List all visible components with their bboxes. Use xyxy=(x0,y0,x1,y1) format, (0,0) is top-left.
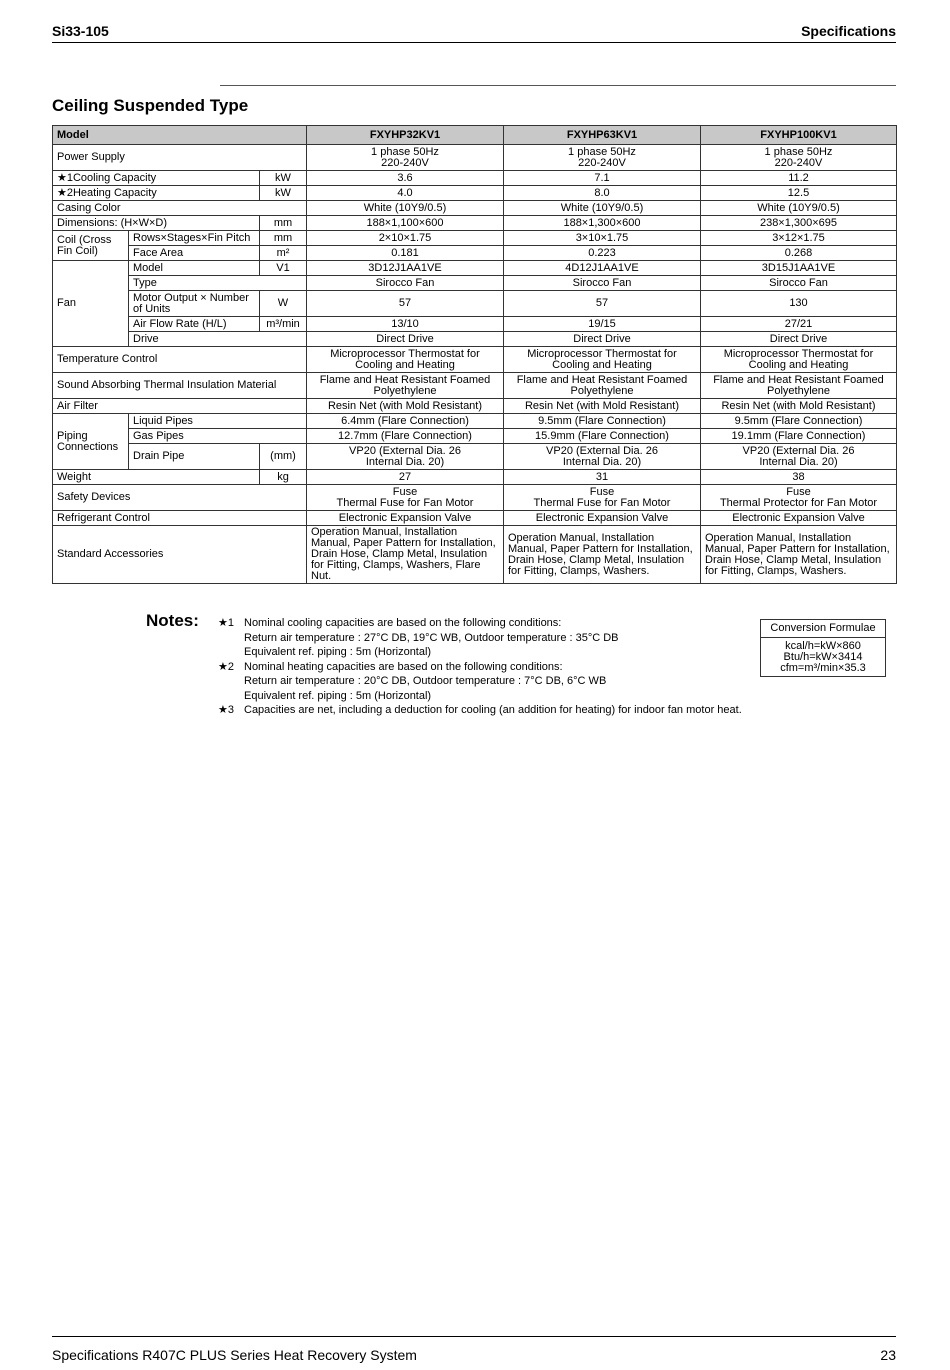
header-row xyxy=(53,126,897,145)
value-cell: VP20 (External Dia. 26 Internal Dia. 20) xyxy=(701,444,897,470)
value-cell: Microprocessor Thermostat for Cooling and Heating xyxy=(701,347,897,373)
conversion-line: kcal/h=kW×860 xyxy=(785,640,861,652)
page-number: 23 xyxy=(880,1347,896,1363)
star-mark: ★1 xyxy=(57,171,73,184)
note-mark xyxy=(218,689,244,704)
value-cell: 19.1mm (Flare Connection) xyxy=(701,429,897,444)
conversion-title: Conversion Formulae xyxy=(761,620,885,638)
note-line xyxy=(218,674,758,689)
page-header xyxy=(52,22,896,43)
value-cell: Resin Net (with Mold Resistant) xyxy=(701,399,897,414)
value-cell: Fuse Thermal Fuse for Fan Motor xyxy=(307,485,504,511)
value-cell: 130 xyxy=(701,291,897,317)
value-cell: Direct Drive xyxy=(701,332,897,347)
table-row xyxy=(53,373,897,399)
row-label: Model xyxy=(129,261,260,276)
table-row xyxy=(53,317,897,332)
row-label xyxy=(53,186,260,201)
value-cell: 31 xyxy=(504,470,701,485)
value-cell: Operation Manual, Installation Manual, Paper Pattern for Installation, Drain Hose, Clamp Metal, Insulation for Fitting, Clamps, Washers. xyxy=(701,526,897,584)
value-cell: 188×1,300×600 xyxy=(504,216,701,231)
note-line xyxy=(218,703,758,718)
value-cell: 1 phase 50Hz 220-240V xyxy=(307,145,504,171)
unit-cell: mm xyxy=(260,216,307,231)
value-cell: 3D15J1AA1VE xyxy=(701,261,897,276)
value-cell: Resin Net (with Mold Resistant) xyxy=(307,399,504,414)
row-label: Motor Output × Number of Units xyxy=(129,291,260,317)
value-cell: Flame and Heat Resistant Foamed Polyethylene xyxy=(701,373,897,399)
value-cell: 7.1 xyxy=(504,171,701,186)
row-label: Air Filter xyxy=(53,399,307,414)
value-cell: 0.181 xyxy=(307,246,504,261)
value-cell: 0.268 xyxy=(701,246,897,261)
table-row xyxy=(53,511,897,526)
value-cell: 2×10×1.75 xyxy=(307,231,504,246)
row-label: Drain Pipe xyxy=(129,444,260,470)
unit-cell: W xyxy=(260,291,307,317)
note-mark xyxy=(218,631,244,646)
table-row xyxy=(53,276,897,291)
value-cell: 12.5 xyxy=(701,186,897,201)
value-cell: Electronic Expansion Valve xyxy=(504,511,701,526)
value-cell: Electronic Expansion Valve xyxy=(307,511,504,526)
note-mark xyxy=(218,674,244,689)
note-text: Equivalent ref. piping : 5m (Horizontal) xyxy=(244,689,432,702)
notes-list xyxy=(218,616,758,718)
group-label: Fan xyxy=(53,261,129,347)
conversion-line: Btu/h=kW×3414 xyxy=(783,651,863,663)
unit-cell: kW xyxy=(260,186,307,201)
note-mark: ★2 xyxy=(218,660,234,673)
value-cell: Microprocessor Thermostat for Cooling and Heating xyxy=(307,347,504,373)
row-label: Standard Accessories xyxy=(53,526,307,584)
value-cell: Operation Manual, Installation Manual, Paper Pattern for Installation, Drain Hose, Clamp Metal, Insulation for Fitting, Clamps, Washers, Flare Nut. xyxy=(307,526,504,584)
table-row xyxy=(53,261,897,276)
note-line xyxy=(218,689,758,704)
table-row xyxy=(53,201,897,216)
value-cell: Sirocco Fan xyxy=(307,276,504,291)
value-cell: 3×10×1.75 xyxy=(504,231,701,246)
note-line xyxy=(218,631,758,646)
value-cell: 1 phase 50Hz 220-240V xyxy=(504,145,701,171)
conversion-line: cfm=m³/min×35.3 xyxy=(780,662,866,674)
row-label: Liquid Pipes xyxy=(129,414,307,429)
value-cell: 238×1,300×695 xyxy=(701,216,897,231)
row-label: Power Supply xyxy=(53,145,307,171)
row-label: Rows×Stages×Fin Pitch xyxy=(129,231,260,246)
value-cell: Sirocco Fan xyxy=(504,276,701,291)
value-cell: 3.6 xyxy=(307,171,504,186)
value-cell: 6.4mm (Flare Connection) xyxy=(307,414,504,429)
row-label: Dimensions: (H×W×D) xyxy=(53,216,260,231)
value-cell: Sirocco Fan xyxy=(701,276,897,291)
table-row xyxy=(53,347,897,373)
value-cell: 3D12J1AA1VE xyxy=(307,261,504,276)
note-line xyxy=(218,645,758,660)
row-label: Safety Devices xyxy=(53,485,307,511)
row-label: Drive xyxy=(129,332,307,347)
value-cell: 27 xyxy=(307,470,504,485)
table-row xyxy=(53,470,897,485)
unit-cell: kW xyxy=(260,171,307,186)
unit-cell: (mm) xyxy=(260,444,307,470)
value-cell: White (10Y9/0.5) xyxy=(307,201,504,216)
model-name: FXYHP100KV1 xyxy=(701,126,897,145)
page-footer xyxy=(52,1336,896,1365)
table-row xyxy=(53,231,897,246)
value-cell: Operation Manual, Installation Manual, Paper Pattern for Installation, Drain Hose, Clamp Metal, Insulation for Fitting, Clamps, Washers. xyxy=(504,526,701,584)
table-row xyxy=(53,171,897,186)
doc-id: Si33-105 xyxy=(52,23,109,39)
value-cell: Fuse Thermal Fuse for Fan Motor xyxy=(504,485,701,511)
row-label: Gas Pipes xyxy=(129,429,307,444)
value-cell: 9.5mm (Flare Connection) xyxy=(504,414,701,429)
value-cell: 1 phase 50Hz 220-240V xyxy=(701,145,897,171)
note-line xyxy=(218,660,758,675)
table-row xyxy=(53,145,897,171)
value-cell: Direct Drive xyxy=(307,332,504,347)
model-label: Model xyxy=(53,126,307,145)
note-text: Return air temperature : 20°C DB, Outdoor temperature : 7°C DB, 6°C WB xyxy=(244,675,607,687)
unit-cell: V1 xyxy=(260,261,307,276)
table-row xyxy=(53,246,897,261)
value-cell: 9.5mm (Flare Connection) xyxy=(701,414,897,429)
table-row xyxy=(53,444,897,470)
value-cell: 4.0 xyxy=(307,186,504,201)
value-cell: 57 xyxy=(504,291,701,317)
note-text: Return air temperature : 27°C DB, 19°C WB, Outdoor temperature : 35°C DB xyxy=(244,631,619,644)
value-cell: Electronic Expansion Valve xyxy=(701,511,897,526)
row-label: Air Flow Rate (H/L) xyxy=(129,317,260,332)
table-row xyxy=(53,332,897,347)
table-row xyxy=(53,399,897,414)
value-cell: VP20 (External Dia. 26 Internal Dia. 20) xyxy=(307,444,504,470)
value-cell: Microprocessor Thermostat for Cooling and Heating xyxy=(504,347,701,373)
star-mark: ★2 xyxy=(57,186,73,199)
value-cell: Direct Drive xyxy=(504,332,701,347)
table-row xyxy=(53,429,897,444)
divider xyxy=(220,85,896,86)
page-title: Ceiling Suspended Type xyxy=(52,96,249,115)
value-cell: 4D12J1AA1VE xyxy=(504,261,701,276)
note-text: Nominal heating capacities are based on the following conditions: xyxy=(244,660,563,673)
row-label-text: Cooling Capacity xyxy=(72,171,157,184)
value-cell: 0.223 xyxy=(504,246,701,261)
table-row xyxy=(53,216,897,231)
value-cell: 19/15 xyxy=(504,317,701,332)
spec-table xyxy=(52,125,897,584)
note-text: Capacities are net, including a deduction for cooling (an addition for heating) for indoor fan motor heat. xyxy=(244,704,742,716)
row-label: Casing Color xyxy=(53,201,307,216)
row-label: Refrigerant Control xyxy=(53,511,307,526)
value-cell: 13/10 xyxy=(307,317,504,332)
value-cell: 8.0 xyxy=(504,186,701,201)
group-label: Coil (Cross Fin Coil) xyxy=(53,231,129,261)
note-text: Nominal cooling capacities are based on the following conditions: xyxy=(244,617,562,629)
table-row xyxy=(53,291,897,317)
note-text: Equivalent ref. piping : 5m (Horizontal) xyxy=(244,646,432,658)
model-name: FXYHP32KV1 xyxy=(307,126,504,145)
note-mark xyxy=(218,645,244,660)
conversion-box xyxy=(760,619,886,677)
value-cell: Resin Net (with Mold Resistant) xyxy=(504,399,701,414)
row-label: Face Area xyxy=(129,246,260,261)
note-line xyxy=(218,616,758,631)
notes-label: Notes: xyxy=(146,611,199,630)
value-cell: Fuse Thermal Protector for Fan Motor xyxy=(701,485,897,511)
table-row xyxy=(53,526,897,584)
value-cell: Flame and Heat Resistant Foamed Polyethylene xyxy=(307,373,504,399)
row-label: Type xyxy=(129,276,307,291)
note-mark: ★3 xyxy=(218,704,234,716)
table-row xyxy=(53,186,897,201)
value-cell: 27/21 xyxy=(701,317,897,332)
value-cell: VP20 (External Dia. 26 Internal Dia. 20) xyxy=(504,444,701,470)
value-cell: White (10Y9/0.5) xyxy=(701,201,897,216)
row-label: Sound Absorbing Thermal Insulation Material xyxy=(53,373,307,399)
row-label-text: Heating Capacity xyxy=(72,186,157,199)
table-row xyxy=(53,414,897,429)
value-cell: 57 xyxy=(307,291,504,317)
row-label: Weight xyxy=(53,470,260,485)
footer-title: Specifications R407C PLUS Series Heat Recovery System xyxy=(52,1347,417,1363)
unit-cell: kg xyxy=(260,470,307,485)
unit-cell: m² xyxy=(260,246,307,261)
value-cell: 12.7mm (Flare Connection) xyxy=(307,429,504,444)
value-cell: 188×1,100×600 xyxy=(307,216,504,231)
value-cell: 38 xyxy=(701,470,897,485)
note-mark: ★1 xyxy=(218,617,234,629)
row-label xyxy=(53,171,260,186)
section-name: Specifications xyxy=(801,23,896,39)
model-name: FXYHP63KV1 xyxy=(504,126,701,145)
value-cell: 15.9mm (Flare Connection) xyxy=(504,429,701,444)
value-cell: Flame and Heat Resistant Foamed Polyethylene xyxy=(504,373,701,399)
unit-cell: mm xyxy=(260,231,307,246)
group-label: Piping Connections xyxy=(53,414,129,470)
table-row xyxy=(53,485,897,511)
value-cell: 3×12×1.75 xyxy=(701,231,897,246)
unit-cell: m³/min xyxy=(260,317,307,332)
value-cell: White (10Y9/0.5) xyxy=(504,201,701,216)
row-label: Temperature Control xyxy=(53,347,307,373)
value-cell: 11.2 xyxy=(701,171,897,186)
